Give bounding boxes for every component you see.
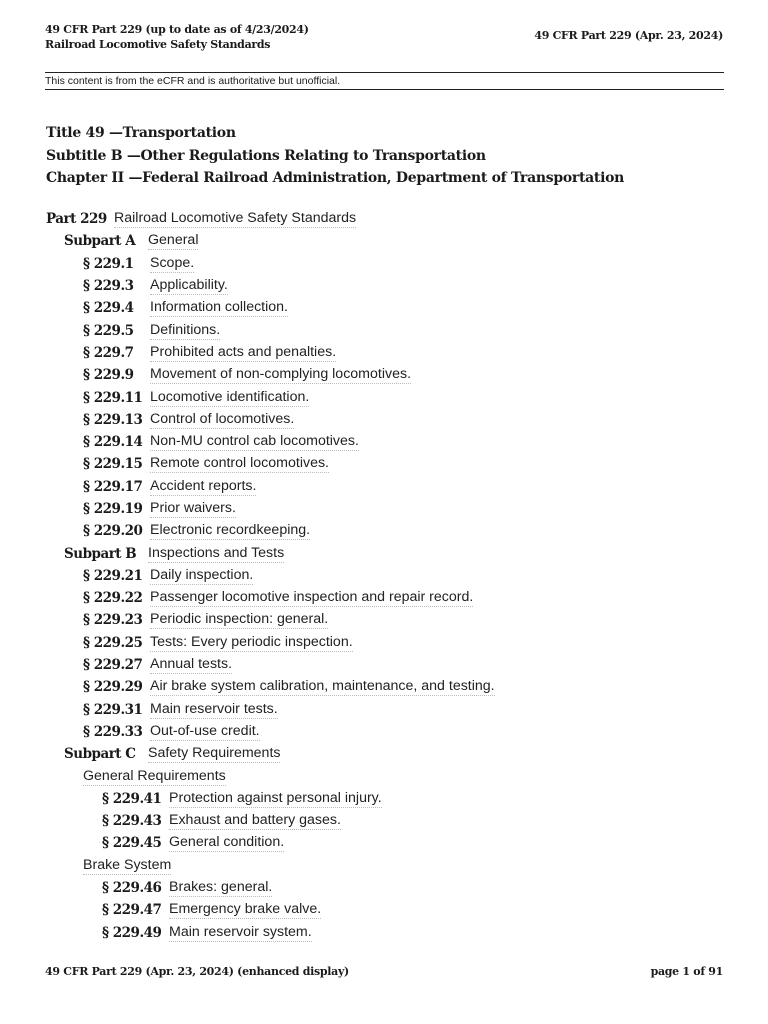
toc-entry-link[interactable]: Periodic inspection: general.: [150, 611, 329, 628]
toc-entry[interactable]: [46, 253, 726, 275]
table-of-contents: [46, 208, 726, 944]
header-part-name: Railroad Locomotive Safety Standards: [45, 38, 271, 51]
toc-entry-link[interactable]: Annual tests.: [150, 656, 233, 673]
toc-entry-label: Subpart C: [64, 746, 136, 763]
toc-entry-label: § 229.25: [83, 634, 143, 651]
toc-entry-label: § 229.14: [83, 434, 143, 451]
toc-entry[interactable]: [46, 364, 726, 386]
toc-entry-link[interactable]: Main reservoir tests.: [150, 700, 278, 717]
toc-entry-label: Subpart A: [64, 233, 136, 250]
toc-entry-label: § 229.41: [102, 790, 162, 807]
toc-entry-label: § 229.17: [83, 478, 143, 495]
title-heading: Title 49 —Transportation: [46, 125, 236, 141]
toc-entry-link[interactable]: Safety Requirements: [148, 745, 281, 762]
toc-entry-link[interactable]: General Requirements: [83, 767, 226, 784]
subtitle-heading: Subtitle B —Other Regulations Relating to Transportation: [46, 147, 486, 164]
toc-entry-label: § 229.29: [83, 679, 143, 696]
toc-entry-link[interactable]: Out-of-use credit.: [150, 722, 260, 739]
toc-entry-link[interactable]: Information collection.: [150, 299, 289, 316]
toc-entry[interactable]: [46, 319, 726, 341]
toc-entry-label: § 229.27: [83, 657, 143, 674]
toc-entry[interactable]: [46, 632, 726, 654]
toc-entry-label: § 229.49: [102, 924, 162, 941]
toc-entry-link[interactable]: Protection against personal injury.: [169, 789, 382, 806]
toc-entry-link[interactable]: General condition.: [169, 834, 285, 851]
toc-entry[interactable]: [46, 877, 726, 899]
toc-entry-link[interactable]: Main reservoir system.: [169, 923, 312, 940]
toc-entry[interactable]: [46, 699, 726, 721]
toc-entry-link[interactable]: Electronic recordkeeping.: [150, 522, 311, 539]
toc-entry[interactable]: [46, 230, 726, 252]
toc-entry-label: § 229.31: [83, 701, 143, 718]
toc-entry[interactable]: [46, 208, 726, 230]
header-citation: 49 CFR Part 229 (up to date as of 4/23/2024): [45, 23, 309, 36]
toc-entry-link[interactable]: Prohibited acts and penalties.: [150, 343, 337, 360]
header-rule-top: [45, 72, 724, 73]
footer-citation: 49 CFR Part 229 (Apr. 23, 2024) (enhanced display): [45, 965, 349, 978]
toc-entry[interactable]: [46, 832, 726, 854]
toc-entry-label: § 229.5: [83, 322, 134, 339]
authority-notice: This content is from the eCFR and is authoritative but unofficial.: [45, 75, 341, 87]
toc-entry-label: § 229.20: [83, 523, 143, 540]
toc-entry-link[interactable]: Applicability.: [150, 277, 228, 294]
toc-entry-link[interactable]: Inspections and Tests: [148, 544, 285, 561]
toc-entry-label: § 229.21: [83, 567, 143, 584]
toc-entry-link[interactable]: Locomotive identification.: [150, 388, 310, 405]
toc-entry-link[interactable]: Prior waivers.: [150, 500, 236, 516]
toc-entry[interactable]: [46, 743, 726, 765]
toc-entry[interactable]: [46, 788, 726, 810]
toc-entry[interactable]: [46, 922, 726, 944]
toc-entry-link[interactable]: Brakes: general.: [169, 879, 273, 896]
toc-entry[interactable]: [46, 587, 726, 609]
toc-entry-link[interactable]: Brake System: [83, 856, 172, 873]
toc-entry[interactable]: [46, 609, 726, 631]
toc-entry[interactable]: [46, 386, 726, 408]
toc-entry[interactable]: [46, 765, 726, 787]
toc-entry-label: § 229.4: [83, 300, 134, 317]
toc-entry-label: § 229.23: [83, 612, 143, 629]
toc-entry-label: Subpart B: [64, 545, 137, 562]
toc-entry-link[interactable]: Non-MU control cab locomotives.: [150, 433, 359, 450]
toc-entry-label: § 229.11: [83, 389, 143, 406]
toc-entry-link[interactable]: Definitions.: [150, 321, 221, 338]
toc-entry-link[interactable]: Tests: Every periodic inspection.: [150, 633, 353, 650]
page-number: page 1 of 91: [650, 965, 723, 978]
toc-entry-label: § 229.7: [83, 344, 134, 361]
toc-entry[interactable]: [46, 453, 726, 475]
toc-entry-label: § 229.9: [83, 367, 134, 384]
toc-entry-label: § 229.1: [83, 255, 134, 272]
toc-entry[interactable]: [46, 431, 726, 453]
hierarchy-titles: [46, 122, 624, 190]
header-rule-bottom: [45, 89, 724, 90]
toc-entry-link[interactable]: Control of locomotives.: [150, 410, 295, 427]
header-date-citation: 49 CFR Part 229 (Apr. 23, 2024): [534, 29, 723, 42]
toc-entry[interactable]: [46, 542, 726, 564]
toc-entry[interactable]: [46, 676, 726, 698]
toc-entry-link[interactable]: Railroad Locomotive Safety Standards: [114, 210, 357, 227]
toc-entry-link[interactable]: Exhaust and battery gases.: [169, 812, 341, 829]
toc-entry-label: § 229.22: [83, 590, 143, 607]
toc-entry-label: § 229.13: [83, 411, 143, 428]
toc-entry[interactable]: [46, 498, 726, 520]
toc-entry-link[interactable]: Passenger locomotive inspection and repair record.: [150, 589, 474, 606]
toc-entry-link[interactable]: General: [148, 232, 199, 249]
toc-entry-link[interactable]: Daily inspection.: [150, 566, 254, 583]
toc-entry-link[interactable]: Air brake system calibration, maintenance, and testing.: [150, 678, 495, 695]
toc-entry-label: § 229.3: [83, 278, 134, 295]
toc-entry-label: § 229.19: [83, 501, 143, 517]
toc-entry-label: § 229.45: [102, 835, 162, 852]
toc-entry[interactable]: [46, 721, 726, 743]
toc-entry-link[interactable]: Emergency brake valve.: [169, 901, 322, 918]
toc-entry-link[interactable]: Movement of non-complying locomotives.: [150, 366, 412, 383]
toc-entry[interactable]: [46, 275, 726, 297]
toc-entry-link[interactable]: Scope.: [150, 254, 195, 271]
toc-entry[interactable]: [46, 899, 726, 921]
toc-entry-label: § 229.47: [102, 902, 162, 919]
toc-entry-label: Part 229: [46, 211, 107, 228]
toc-entry[interactable]: [46, 855, 726, 877]
toc-entry[interactable]: [46, 409, 726, 431]
toc-entry[interactable]: [46, 297, 726, 319]
toc-entry-link[interactable]: Accident reports.: [150, 477, 257, 494]
toc-entry-label: § 229.46: [102, 880, 162, 897]
chapter-heading: Chapter II —Federal Railroad Administration, Department of Transportation: [46, 170, 625, 186]
toc-entry[interactable]: [46, 810, 726, 832]
toc-entry[interactable]: [46, 342, 726, 364]
running-header-left: [45, 22, 309, 52]
toc-entry[interactable]: [46, 654, 726, 676]
toc-entry-link[interactable]: Remote control locomotives.: [150, 455, 329, 472]
toc-entry[interactable]: [46, 565, 726, 587]
toc-entry-label: § 229.15: [83, 456, 143, 473]
toc-entry-label: § 229.43: [102, 813, 162, 830]
toc-entry-label: § 229.33: [83, 723, 143, 740]
toc-entry[interactable]: [46, 520, 726, 542]
toc-entry[interactable]: [46, 476, 726, 498]
